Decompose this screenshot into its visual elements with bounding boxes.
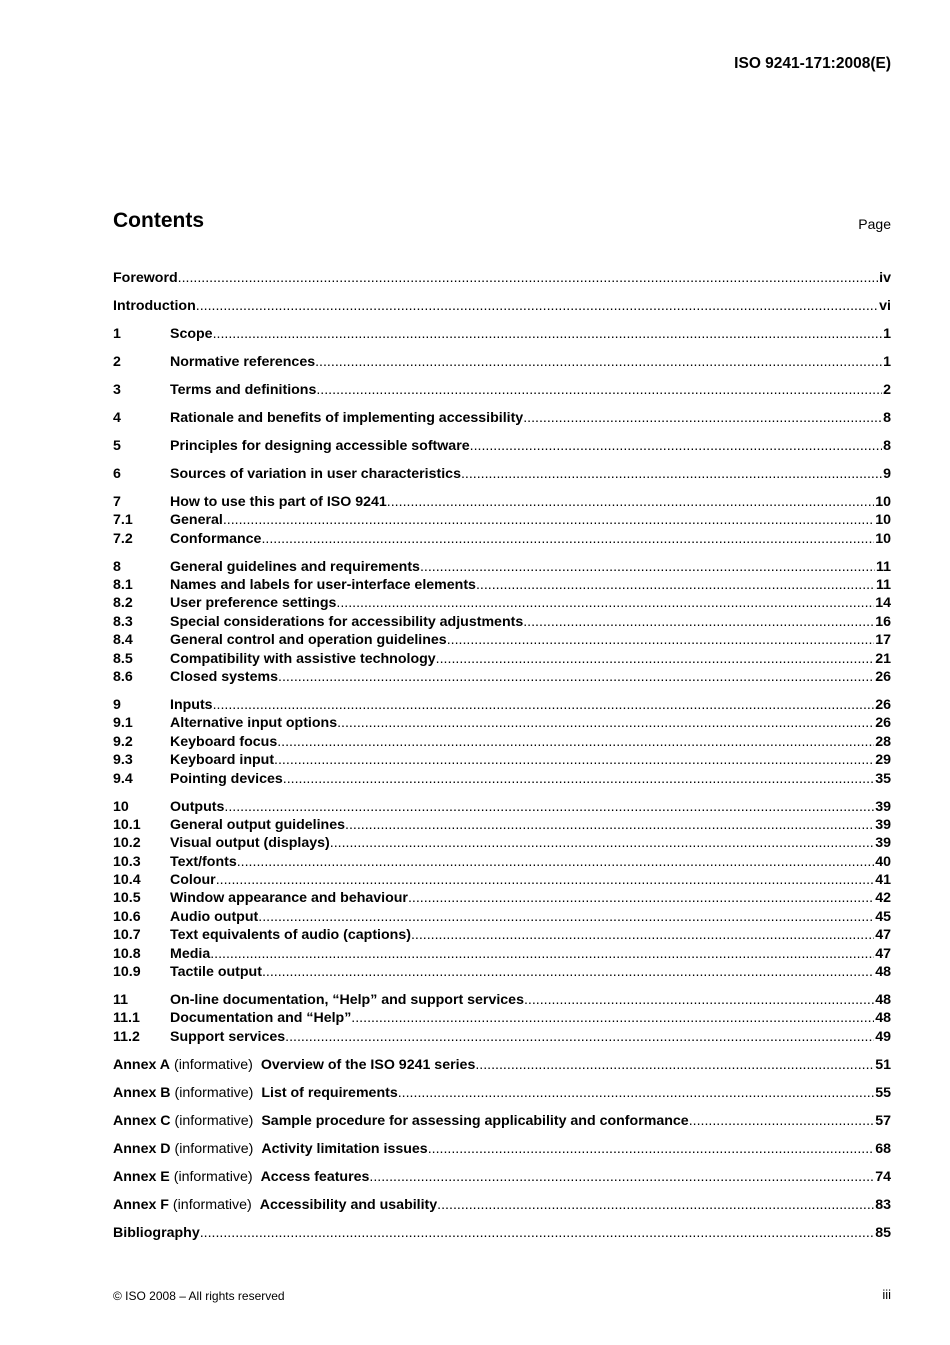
- toc-entry[interactable]: [113, 714, 891, 732]
- bibliography-title: Bibliography: [113, 1224, 200, 1241]
- annex-type: (informative): [174, 1112, 254, 1129]
- toc-entry[interactable]: [113, 269, 891, 287]
- dot-leader: [470, 437, 882, 455]
- toc-entry[interactable]: [113, 668, 891, 686]
- dot-leader: [315, 353, 882, 371]
- toc-bibliography-entry[interactable]: [113, 1224, 891, 1242]
- toc-entry-number: 8.3: [113, 613, 133, 630]
- toc-entry-title: Closed systems: [170, 668, 279, 685]
- dot-leader: [524, 991, 874, 1009]
- annex-label: Annex E: [113, 1168, 170, 1185]
- toc-entry-page: 16: [875, 613, 891, 630]
- dot-leader: [237, 853, 874, 871]
- toc-entry-page: 21: [875, 650, 891, 667]
- toc-entry-title: General output guidelines: [170, 816, 345, 833]
- toc-entry-page: 39: [875, 835, 891, 852]
- toc-entry-page: 10: [875, 493, 891, 510]
- dot-leader: [330, 834, 874, 852]
- toc-entry-number: 11: [113, 992, 128, 1009]
- dot-leader: [210, 945, 874, 963]
- annex-label: Annex A: [113, 1056, 171, 1073]
- toc-entry-page: 29: [875, 752, 891, 769]
- toc-entry-title: General guidelines and requirements: [170, 558, 420, 575]
- toc-entry-page: 45: [875, 908, 891, 925]
- dot-leader: [283, 770, 874, 788]
- toc-entry-number: 8: [113, 558, 121, 575]
- annex-type: (informative): [174, 1084, 254, 1101]
- toc-entry[interactable]: [113, 297, 891, 315]
- toc-entry-title: Documentation and “Help”: [170, 1010, 352, 1027]
- toc-entry-number: 1: [113, 325, 121, 342]
- toc-entry[interactable]: [113, 1028, 891, 1046]
- annex-page: 51: [875, 1056, 891, 1073]
- toc-entry[interactable]: [113, 511, 891, 529]
- dot-leader: [411, 926, 874, 944]
- toc-entry-number: 7: [113, 493, 121, 510]
- annex-title: Access features: [260, 1168, 370, 1185]
- toc-entry-page: 10: [875, 512, 891, 529]
- toc-entry-title: Sources of variation in user characteristics: [170, 465, 461, 482]
- page-number: iii: [882, 1287, 891, 1302]
- annex-title: List of requirements: [261, 1084, 398, 1101]
- toc-entry[interactable]: [113, 889, 891, 907]
- toc-entry[interactable]: [113, 594, 891, 612]
- toc-entry-number: 8.1: [113, 577, 133, 594]
- toc-entry-title: Media: [170, 945, 211, 962]
- toc-entry[interactable]: [113, 816, 891, 834]
- page-column-label: Page: [858, 216, 891, 232]
- annex-type: (informative): [173, 1056, 253, 1073]
- toc-entry[interactable]: [113, 325, 891, 343]
- toc-entry[interactable]: [113, 751, 891, 769]
- toc-entry-number: 7.1: [113, 512, 133, 529]
- annex-label: Annex B: [113, 1084, 171, 1101]
- toc-entry[interactable]: [113, 853, 891, 871]
- toc-annex-entry[interactable]: [113, 1112, 891, 1130]
- toc-entry-number: 9.4: [113, 770, 133, 787]
- toc-entry-number: 10.6: [113, 908, 141, 925]
- toc-entry-title: Special considerations for accessibility adjustments: [170, 613, 524, 630]
- dot-leader: [285, 1028, 874, 1046]
- dot-leader: [420, 558, 875, 576]
- toc-entry-number: 10.3: [113, 853, 141, 870]
- toc-entry-number: 7.2: [113, 530, 133, 547]
- dot-leader: [216, 871, 875, 889]
- annex-label: Annex C: [113, 1112, 171, 1129]
- toc-entry-title: User preference settings: [170, 595, 337, 612]
- toc-entry[interactable]: [113, 963, 891, 981]
- toc-entry-page: 49: [875, 1028, 891, 1045]
- toc-entry-number: 10.5: [113, 890, 141, 907]
- dot-leader: [200, 1224, 875, 1242]
- annex-page: 68: [875, 1140, 891, 1157]
- table-of-contents: [113, 269, 891, 1242]
- toc-entry-number: 5: [113, 437, 121, 454]
- dot-leader: [523, 409, 882, 427]
- toc-entry[interactable]: [113, 945, 891, 963]
- toc-entry-title: Conformance: [170, 530, 262, 547]
- toc-entry-title: General: [170, 512, 223, 529]
- toc-entry-number: 11.2: [113, 1028, 140, 1045]
- page-title: Contents: [113, 209, 204, 232]
- toc-entry-title: Outputs: [170, 798, 225, 815]
- toc-entry-page: 26: [875, 715, 891, 732]
- toc-entry-page: 17: [875, 632, 891, 649]
- annex-page: 55: [875, 1084, 891, 1101]
- toc-annex-entry[interactable]: [113, 1084, 891, 1102]
- annex-type: (informative): [172, 1196, 252, 1213]
- toc-entry[interactable]: [113, 613, 891, 631]
- dot-leader: [351, 1009, 874, 1027]
- toc-annex-entry[interactable]: [113, 1196, 891, 1214]
- toc-entry-title: How to use this part of ISO 9241: [170, 493, 387, 510]
- dot-leader: [476, 576, 875, 594]
- dot-leader: [278, 668, 874, 686]
- toc-entry[interactable]: [113, 696, 891, 714]
- toc-entry[interactable]: [113, 381, 891, 399]
- toc-entry-title: On-line documentation, “Help” and support services: [170, 992, 524, 1009]
- toc-entry-number: 6: [113, 465, 121, 482]
- toc-entry[interactable]: [113, 650, 891, 668]
- toc-entry-number: 9.2: [113, 733, 133, 750]
- annex-page: 74: [875, 1168, 891, 1185]
- toc-entry-page: 39: [875, 816, 891, 833]
- toc-entry[interactable]: [113, 834, 891, 852]
- dot-leader: [277, 733, 874, 751]
- toc-entry-page: 41: [875, 872, 891, 889]
- toc-entry-title: Rationale and benefits of implementing accessibility: [170, 409, 524, 426]
- toc-entry-page: 2: [883, 381, 891, 398]
- dot-leader: [523, 613, 874, 631]
- toc-entry-page: 47: [875, 945, 891, 962]
- toc-entry[interactable]: [113, 493, 891, 511]
- annex-type: (informative): [173, 1168, 253, 1185]
- dot-leader: [213, 696, 875, 714]
- toc-entry[interactable]: [113, 908, 891, 926]
- dot-leader: [436, 650, 875, 668]
- document-identifier: ISO 9241-171:2008(E): [734, 55, 891, 72]
- annex-page: 57: [875, 1112, 891, 1129]
- toc-entry-title: Scope: [170, 325, 213, 342]
- dot-leader: [387, 493, 874, 511]
- toc-entry-page: 26: [875, 668, 891, 685]
- toc-entry-title: Terms and definitions: [170, 381, 317, 398]
- toc-entry-title: Text equivalents of audio (captions): [170, 927, 411, 944]
- toc-entry-title: Inputs: [170, 696, 213, 713]
- toc-entry-page: 8: [883, 409, 891, 426]
- annex-title: Accessibility and usability: [259, 1196, 438, 1213]
- dot-leader: [274, 751, 874, 769]
- annex-title: Overview of the ISO 9241 series: [260, 1056, 476, 1073]
- annex-type: (informative): [174, 1140, 254, 1157]
- toc-entry[interactable]: [113, 871, 891, 889]
- toc-entry[interactable]: [113, 991, 891, 1009]
- toc-entry-number: 8.6: [113, 668, 133, 685]
- toc-entry[interactable]: [113, 409, 891, 427]
- dot-leader: [258, 908, 874, 926]
- toc-entry[interactable]: [113, 437, 891, 455]
- toc-entry-number: 11.1: [113, 1010, 140, 1027]
- toc-entry[interactable]: [113, 631, 891, 649]
- toc-entry-page: 47: [875, 927, 891, 944]
- toc-entry-page: 39: [875, 798, 891, 815]
- toc-entry-title: Colour: [170, 872, 216, 889]
- toc-annex-entry[interactable]: [113, 1140, 891, 1158]
- toc-entry-page: 48: [875, 964, 891, 981]
- toc-entry-page: 42: [875, 890, 891, 907]
- toc-entry-title: Keyboard input: [170, 752, 275, 769]
- toc-entry[interactable]: [113, 353, 891, 371]
- toc-entry-title: Alternative input options: [170, 715, 338, 732]
- toc-entry-page: iv: [879, 270, 891, 286]
- toc-entry-number: 10: [113, 798, 129, 815]
- dot-leader: [223, 511, 874, 529]
- toc-entry-number: 8.4: [113, 632, 133, 649]
- toc-annex-entry[interactable]: [113, 1056, 891, 1074]
- toc-entry-page: 1: [883, 325, 891, 342]
- toc-entry-page: 40: [875, 853, 891, 870]
- toc-entry-number: 8.5: [113, 650, 133, 667]
- toc-entry-page: 1: [883, 353, 891, 370]
- dot-leader: [337, 714, 874, 732]
- toc-entry-title: Visual output (displays): [170, 835, 330, 852]
- toc-entry-page: 8: [883, 437, 891, 454]
- toc-entry-page: 26: [875, 696, 891, 713]
- toc-entry-title: Keyboard focus: [170, 733, 278, 750]
- toc-entry-title: Compatibility with assistive technology: [170, 650, 436, 667]
- annex-page: 83: [875, 1196, 891, 1213]
- annex-title: Activity limitation issues: [261, 1140, 428, 1157]
- toc-entry-number: 10.1: [113, 816, 141, 833]
- dot-leader: [224, 798, 874, 816]
- toc-entry-page: 14: [875, 595, 891, 612]
- dot-leader: [475, 1056, 874, 1074]
- dot-leader: [689, 1112, 875, 1130]
- toc-entry-page: 48: [875, 1010, 891, 1027]
- toc-entry-page: 28: [875, 733, 891, 750]
- dot-leader: [196, 297, 878, 315]
- toc-entry[interactable]: [113, 465, 891, 483]
- toc-entry-title: Normative references: [170, 353, 316, 370]
- toc-entry-number: 10.9: [113, 964, 141, 981]
- toc-entry-number: 10.7: [113, 927, 141, 944]
- dot-leader: [261, 530, 874, 548]
- toc-entry-page: 11: [876, 577, 891, 594]
- toc-entry-title: General control and operation guidelines: [170, 632, 447, 649]
- toc-entry-number: 9.1: [113, 715, 133, 732]
- toc-entry-title: Principles for designing accessible software: [170, 437, 470, 454]
- toc-entry-title: Names and labels for user-interface elements: [170, 577, 476, 594]
- dot-leader: [461, 465, 882, 483]
- toc-entry-number: 4: [113, 409, 121, 426]
- toc-entry[interactable]: [113, 1009, 891, 1027]
- bibliography-page: 85: [875, 1224, 891, 1241]
- toc-entry-number: 10.8: [113, 945, 141, 962]
- toc-entry-page: 35: [875, 770, 891, 787]
- toc-entry-page: 11: [876, 558, 891, 575]
- toc-entry-page: 9: [883, 465, 891, 482]
- toc-entry-title: Pointing devices: [170, 770, 283, 787]
- toc-entry-number: 9.3: [113, 752, 133, 769]
- toc-entry-title: Introduction: [113, 297, 196, 314]
- dot-leader: [369, 1168, 874, 1186]
- toc-entry-number: 10.2: [113, 835, 141, 852]
- dot-leader: [447, 631, 875, 649]
- toc-entry-number: 2: [113, 353, 121, 370]
- toc-entry-number: 10.4: [113, 872, 141, 889]
- toc-entry-title: Audio output: [170, 908, 259, 925]
- toc-entry-title: Window appearance and behaviour: [170, 890, 408, 907]
- dot-leader: [437, 1196, 874, 1214]
- toc-entry-number: 9: [113, 696, 121, 713]
- annex-label: Annex F: [113, 1196, 169, 1213]
- annex-title: Sample procedure for assessing applicability and conformance: [261, 1112, 689, 1129]
- toc-entry[interactable]: [113, 530, 891, 548]
- toc-entry[interactable]: [113, 558, 891, 576]
- copyright-notice: © ISO 2008 – All rights reserved: [113, 1289, 285, 1303]
- toc-entry[interactable]: [113, 926, 891, 944]
- toc-entry[interactable]: [113, 576, 891, 594]
- dot-leader: [408, 889, 874, 907]
- dot-leader: [345, 816, 874, 834]
- annex-label: Annex D: [113, 1140, 171, 1157]
- toc-entry[interactable]: [113, 770, 891, 788]
- dot-leader: [178, 269, 879, 287]
- toc-entry-page: 10: [875, 530, 891, 547]
- toc-annex-entry[interactable]: [113, 1168, 891, 1186]
- dot-leader: [262, 963, 874, 981]
- dot-leader: [336, 594, 874, 612]
- toc-entry-title: Tactile output: [170, 964, 262, 981]
- toc-entry[interactable]: [113, 798, 891, 816]
- dot-leader: [213, 325, 883, 343]
- toc-entry-title: Support services: [170, 1028, 286, 1045]
- dot-leader: [316, 381, 882, 399]
- toc-entry-number: 8.2: [113, 595, 133, 612]
- dot-leader: [398, 1084, 874, 1102]
- toc-entry-number: 3: [113, 381, 121, 398]
- toc-entry[interactable]: [113, 733, 891, 751]
- toc-entry-title: Text/fonts: [170, 853, 237, 870]
- toc-entry-title: Foreword: [113, 270, 178, 286]
- toc-entry-page: 48: [875, 992, 891, 1009]
- toc-entry-page: vi: [879, 297, 891, 314]
- dot-leader: [428, 1140, 875, 1158]
